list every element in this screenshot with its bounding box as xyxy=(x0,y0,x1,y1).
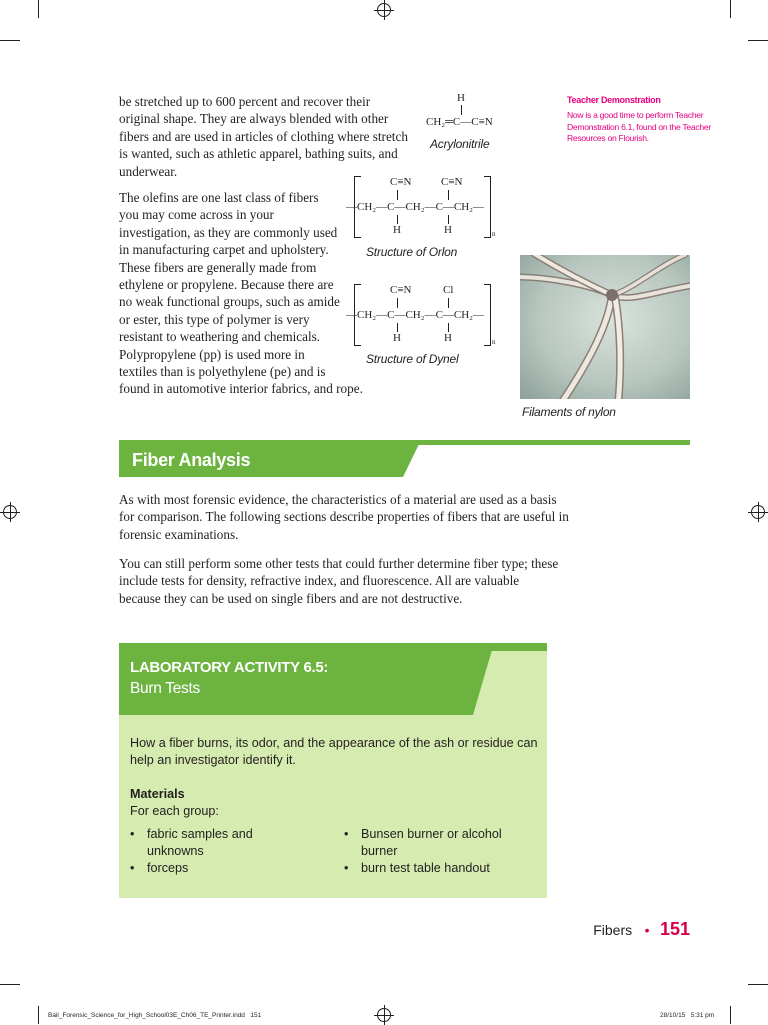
dynel-caption: Structure of Dynel xyxy=(366,352,459,366)
registration-mark-icon xyxy=(751,505,765,519)
orlon-subscript: n xyxy=(492,230,496,238)
crop-mark xyxy=(38,0,39,18)
crop-mark xyxy=(748,984,768,985)
crop-mark xyxy=(38,1006,39,1024)
dynel-structure xyxy=(344,280,504,372)
dynel-h-1: H xyxy=(393,332,401,344)
section-heading-bar xyxy=(119,440,690,477)
olefins-paragraph-text: The olefins are one last class of fibers you may come across in your investigation, as they are commonly used in manufacturing carpet and upholstery. These fibers are generally made from ethylene or propylene. Because there are no weak functional groups, such as amide or ester, this type of polymer is very resistant to weathering and chemicals. Polypropylene (pp) is used more in textiles than is polyethylene (pe) and is found in automotive interior fabrics, and rope. xyxy=(119,190,363,397)
orlon-structure xyxy=(344,172,504,264)
teacher-demo-text: Now is a good time to perform Teacher Demonstration 6.1, found on the Teacher Resources on Flourish. xyxy=(567,110,711,144)
dynel-group-1: C≡N xyxy=(390,284,412,296)
materials-list-left xyxy=(130,826,290,877)
crop-mark xyxy=(730,1006,731,1024)
acrylonitrile-structure xyxy=(420,92,520,154)
list-item: • fabric samples and unknowns xyxy=(130,826,290,860)
teacher-demo-note xyxy=(567,95,712,145)
materials-list-right xyxy=(344,826,534,877)
bond-line xyxy=(448,215,449,224)
bond-line xyxy=(397,190,398,200)
orlon-chain: —CH₂—C—CH₂—C—CH₂— xyxy=(346,201,485,213)
orlon-caption: Structure of Orlon xyxy=(366,245,458,259)
list-item: • Bunsen burner or alcohol burner xyxy=(344,826,534,860)
orlon-h-2: H xyxy=(444,224,452,236)
bond-line xyxy=(397,215,398,224)
bond-line xyxy=(448,298,449,308)
nylon-filaments-image xyxy=(520,255,690,399)
bracket-right xyxy=(484,284,491,346)
slug-file-info: Bail_Forensic_Science_for_High_School03E_Ch06_TE_Printer.indd 151 xyxy=(48,1012,262,1019)
page-footer xyxy=(560,919,690,940)
bond-line xyxy=(448,190,449,200)
section-paragraph-2: You can still perform some other tests that could further determine fiber type; these include tests for density, refractive index, and fluorescence. All are valuable because they can be used on single fibers and are not destructive. xyxy=(119,556,559,606)
section-title: Fiber Analysis xyxy=(132,450,251,470)
nylon-filaments-photo xyxy=(520,255,690,399)
dynel-chain: —CH₂—C—CH₂—C—CH₂— xyxy=(346,309,485,321)
crop-mark xyxy=(0,984,20,985)
nylon-photo-caption: Filaments of nylon xyxy=(522,405,616,419)
lab-activity-intro: How a fiber burns, its odor, and the appearance of the ash or residue can help an investigator identify it. xyxy=(130,736,538,767)
slug-timestamp: 28/10/15 5:31 pm xyxy=(660,1012,715,1019)
list-item: • burn test table handout xyxy=(344,860,534,877)
bracket-right xyxy=(484,176,491,238)
registration-mark-icon xyxy=(377,1008,391,1022)
acrylonitrile-h: H xyxy=(457,92,465,104)
section-paragraph-1: As with most forensic evidence, the characteristics of a material are used as a basis for comparison. The following sections describe properties of fibers that are useful in forensic examinations. xyxy=(119,492,569,542)
page-number: 151 xyxy=(659,919,690,939)
lab-activity-title: LABORATORY ACTIVITY 6.5: xyxy=(130,659,329,676)
bond-line xyxy=(461,105,462,115)
orlon-group-1: C≡N xyxy=(390,176,412,188)
bond-line xyxy=(397,323,398,332)
acrylonitrile-formula: CH₂═C—C≡N xyxy=(426,116,493,128)
registration-mark-icon xyxy=(377,3,391,17)
crop-mark xyxy=(0,40,20,41)
crop-mark xyxy=(748,40,768,41)
footer-separator: • xyxy=(644,922,650,938)
dynel-group-2: Cl xyxy=(443,284,454,296)
orlon-group-2: C≡N xyxy=(441,176,463,188)
lab-activity-panel xyxy=(119,643,547,898)
orlon-h-1: H xyxy=(393,224,401,236)
bond-line xyxy=(397,298,398,308)
intro-paragraph: be stretched up to 600 percent and recover their original shape. They are always blended with other fibers and are used in articles of clothing where stretch is wanted, such as athletic apparel, bathing suits, and underwear. xyxy=(119,94,408,179)
dynel-subscript: n xyxy=(492,338,496,346)
chapter-name: Fibers xyxy=(593,922,633,938)
lab-activity-subtitle: Burn Tests xyxy=(130,680,200,697)
registration-mark-icon xyxy=(3,505,17,519)
bond-line xyxy=(448,323,449,332)
materials-subheading: For each group: xyxy=(130,804,219,818)
acrylonitrile-caption: Acrylonitrile xyxy=(430,137,490,151)
teacher-demo-title: Teacher Demonstration xyxy=(567,95,661,105)
materials-heading: Materials xyxy=(130,787,185,801)
dynel-h-2: H xyxy=(444,332,452,344)
lab-activity-header-shape xyxy=(119,643,547,715)
crop-mark xyxy=(730,0,731,18)
list-item: • forceps xyxy=(130,860,290,877)
